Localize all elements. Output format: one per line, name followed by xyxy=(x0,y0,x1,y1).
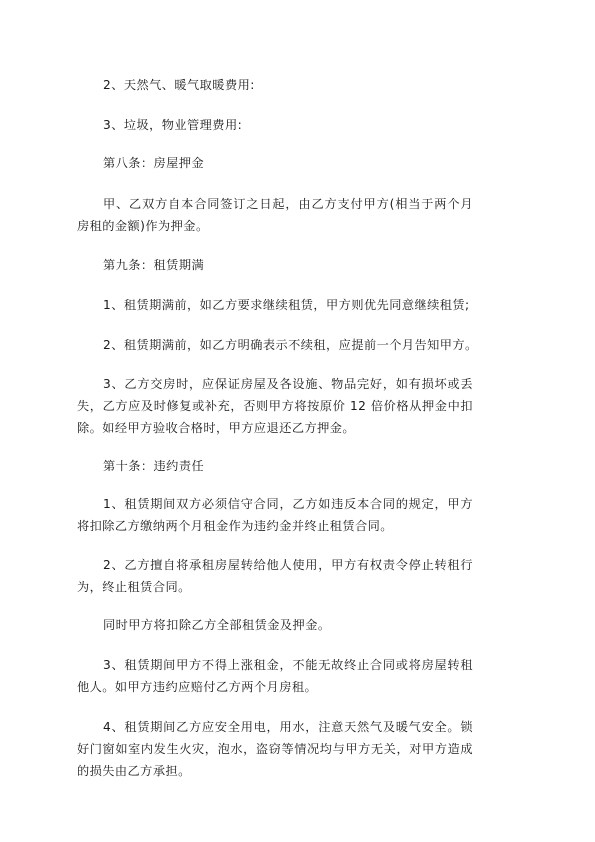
clause-lease-nonrenewal: 2、租赁期满前，如乙方明确表示不续租，应提前一个月告知甲方。 xyxy=(103,338,478,352)
clause-deposit-text: 甲、乙双方自本合同签订之日起，由乙方支付甲方(相当于两个月房租的金额)作为押金。 xyxy=(77,197,473,233)
clause-tenant-safety: 4、租赁期间乙方应安全用电，用水，注意天然气及暖气安全。锁好门窗如室内发生火灾，泡水，盗窃等情况均与甲方无关，对甲方造成的损失由乙方承担。 xyxy=(77,720,473,778)
clause-item-garbage-property: 3、垃圾，物业管理费用: xyxy=(103,118,243,132)
clause-breach-tenant: 1、租赁期间双方必须信守合同，乙方如违反本合同的规定，甲方将扣除乙方缴纳两个月租金作为违约金并终止租赁合同。 xyxy=(77,497,473,533)
section-heading-article-8: 第八条：房屋押金 xyxy=(103,156,205,170)
clause-lease-renewal: 1、租赁期满前，如乙方要求继续租赁，甲方则优先同意继续租赁; xyxy=(103,298,470,312)
clause-breach-landlord: 3、租赁期间甲方不得上涨租金，不能无故终止合同或将房屋转租他人。如甲方违约应赔付乙方两个月房租。 xyxy=(77,658,473,694)
section-heading-article-9: 第九条：租赁期满 xyxy=(103,258,205,272)
clause-item-gas-heating: 2、天然气、暖气取暖费用: xyxy=(103,78,255,92)
clause-sublease-prohibited: 2、乙方擅自将承租房屋转给他人使用，甲方有权责令停止转租行为，终止租赁合同。 xyxy=(77,558,473,594)
clause-handover-deposit-return: 3、乙方交房时，应保证房屋及各设施、物品完好，如有损坏或丢失，乙方应及时修复或补充，否则甲方将按原价 12 倍价格从押金中扣除。如经甲方验收合格时，甲方应退还乙方押金。 xyxy=(77,377,473,435)
clause-deduct-all-deposit: 同时甲方将扣除乙方全部租赁金及押金。 xyxy=(103,618,331,632)
section-heading-article-10: 第十条：违约责任 xyxy=(103,459,205,473)
